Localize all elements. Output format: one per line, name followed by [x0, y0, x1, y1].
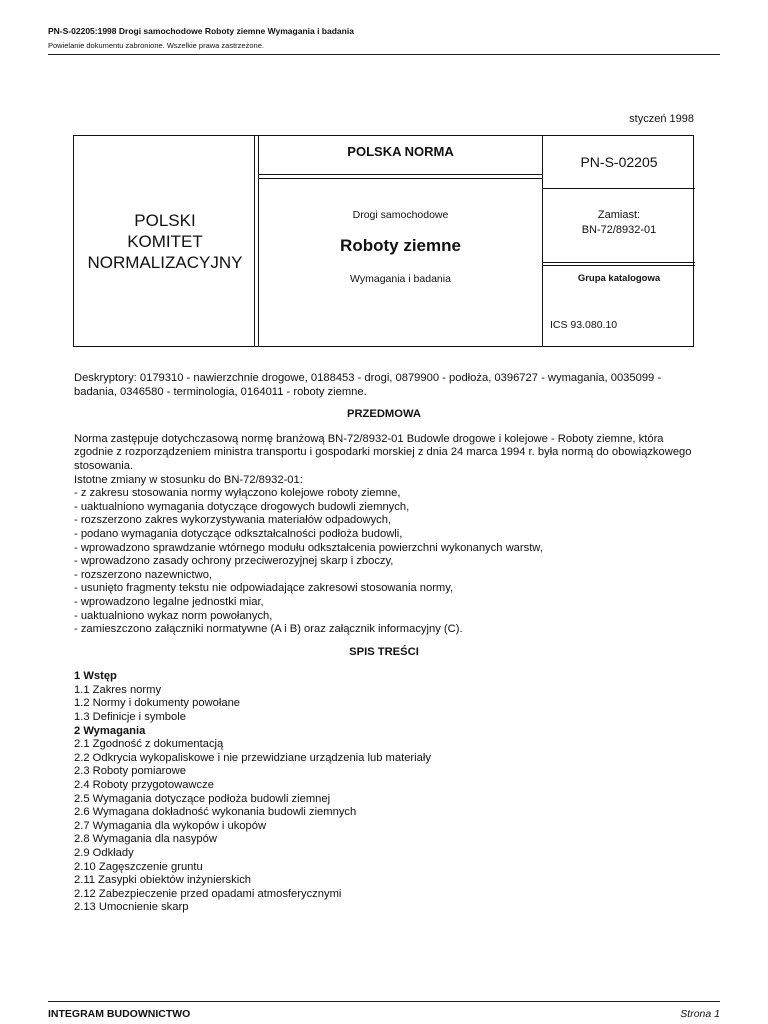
table-of-contents: [74, 670, 694, 915]
change-item: - podano wymagania dotyczące odkształcalności podłoża budowli,: [74, 527, 403, 540]
footer-publisher: INTEGRAM BUDOWNICTWO: [48, 1008, 191, 1020]
toc-item[interactable]: 2.4 Roboty przygotowawcze: [74, 779, 214, 792]
committee-line: KOMITET: [127, 231, 203, 251]
toc-item[interactable]: 2.11 Zasypki obiektów inżynierskich: [74, 874, 252, 887]
standard-category: Drogi samochodowe: [352, 209, 449, 221]
replaces-code: BN-72/8932-01: [581, 224, 657, 236]
toc-item[interactable]: 1.3 Definicje i symbole: [74, 711, 186, 724]
change-item: - z zakresu stosowania normy wyłączono kolejowe roboty ziemne,: [74, 487, 401, 500]
toc-item[interactable]: 2.12 Zabezpieczenie przed opadami atmosferycznymi: [74, 887, 342, 900]
changes-list: [74, 487, 694, 637]
footer-divider: [48, 1001, 720, 1002]
toc-item[interactable]: 2.1 Zgodność z dokumentacją: [74, 738, 224, 751]
toc-item[interactable]: 2.5 Wymagania dotyczące podłoża budowli ziemnej: [74, 792, 331, 805]
document-body: [74, 372, 694, 915]
catalog-group-label: Grupa katalogowa: [577, 273, 661, 284]
box-divider: [254, 136, 255, 346]
change-item: - rozszerzono zakres wykorzystywania materiałów odpadowych,: [74, 514, 392, 527]
preface-heading: PRZEDMOWA: [347, 408, 421, 421]
committee-name: [74, 136, 256, 346]
toc-item[interactable]: 2.2 Odkrycia wykopaliskowe i nie przewidziane urządzenia lub materiały: [74, 751, 431, 764]
toc-item[interactable]: 2.9 Odkłady: [74, 847, 134, 859]
page-number: Strona 1: [680, 1008, 720, 1020]
committee-line: POLSKI: [134, 210, 196, 230]
standard-title: Roboty ziemne: [340, 236, 461, 255]
header-divider: [48, 54, 720, 55]
descriptors: Deskryptory: 0179310 - nawierzchnie drogowe, 0188453 - drogi, 0879900 - podłoża, 0396727 - wymagania, 0035099 - badania, 0346580 - terminologia, 0164011 - roboty ziemne.: [74, 372, 662, 398]
box-divider: [542, 188, 695, 189]
toc-section[interactable]: 2 Wymagania: [74, 724, 146, 737]
replaces-block: [543, 208, 695, 238]
change-item: - uaktualniono wymagania dotyczące drogowych budowli ziemnych,: [74, 500, 410, 513]
changes-intro: Istotne zmiany w stosunku do BN-72/8932-01:: [74, 473, 303, 486]
change-item: - rozszerzono nazewnictwo,: [74, 568, 213, 581]
title-box: [73, 135, 694, 347]
change-item: - wprowadzono legalne jednostki miar,: [74, 595, 264, 608]
standard-code: PN-S-02205: [580, 154, 658, 170]
change-item: - uaktualniono wykaz norm powołanych,: [74, 609, 273, 622]
standard-subtitle: Wymagania i badania: [350, 273, 451, 285]
committee-line: NORMALIZACYJNY: [87, 252, 243, 272]
change-item: - zamieszczono załączniki normatywne (A i B) oraz załącznik informacyjny (C).: [74, 623, 463, 636]
toc-heading: SPIS TREŚCI: [349, 645, 419, 658]
toc-item[interactable]: 2.3 Roboty pomiarowe: [74, 765, 186, 778]
box-divider: [542, 262, 695, 263]
ics-code: ICS 93.080.10: [550, 319, 618, 331]
change-item: - wprowadzono sprawdzanie wtórnego modułu odkształcenia powierzchni wykonanych warstw,: [74, 541, 543, 554]
toc-item[interactable]: 2.6 Wymagana dokładność wykonania budowli ziemnych: [74, 806, 357, 819]
change-item: - usunięto fragmenty tekstu nie odpowiadające zakresowi stosowania normy,: [74, 582, 454, 595]
preface-paragraph: Norma zastępuje dotychczasową normę branżową BN-72/8932-01 Budowle drogowe i kolejowe - Roboty ziemne, która zgodnie z rozporządzeniem ministra transportu i gospodarki morskiej z dnia 24 marca 1994 r. była normą do obowiązkowego stosowania.: [74, 432, 692, 472]
toc-item[interactable]: 2.7 Wymagania dla wykopów i ukopów: [74, 819, 267, 832]
toc-item[interactable]: 2.8 Wymagania dla nasypów: [74, 833, 217, 846]
toc-item[interactable]: 2.10 Zagęszczenie gruntu: [74, 860, 203, 873]
document-header-title: PN-S-02205:1998 Drogi samochodowe Roboty ziemne Wymagania i badania: [48, 26, 354, 36]
change-item: - wprowadzono zasady ochrony przeciwerozyjnej skarp i zboczy,: [74, 555, 394, 568]
toc-section[interactable]: 1 Wstęp: [74, 670, 117, 683]
box-divider: [542, 265, 695, 266]
toc-item[interactable]: 1.1 Zakres normy: [74, 683, 162, 696]
polska-norma-label: POLSKA NORMA: [347, 144, 454, 159]
copyright-notice: Powielanie dokumentu zabronione. Wszelkie prawa zastrzeżone.: [48, 41, 264, 50]
toc-item[interactable]: 2.13 Umocnienie skarp: [74, 901, 189, 914]
toc-item[interactable]: 1.2 Normy i dokumenty powołane: [74, 697, 241, 710]
publication-date: styczeń 1998: [629, 113, 694, 125]
replaces-label: Zamiast:: [597, 209, 641, 221]
